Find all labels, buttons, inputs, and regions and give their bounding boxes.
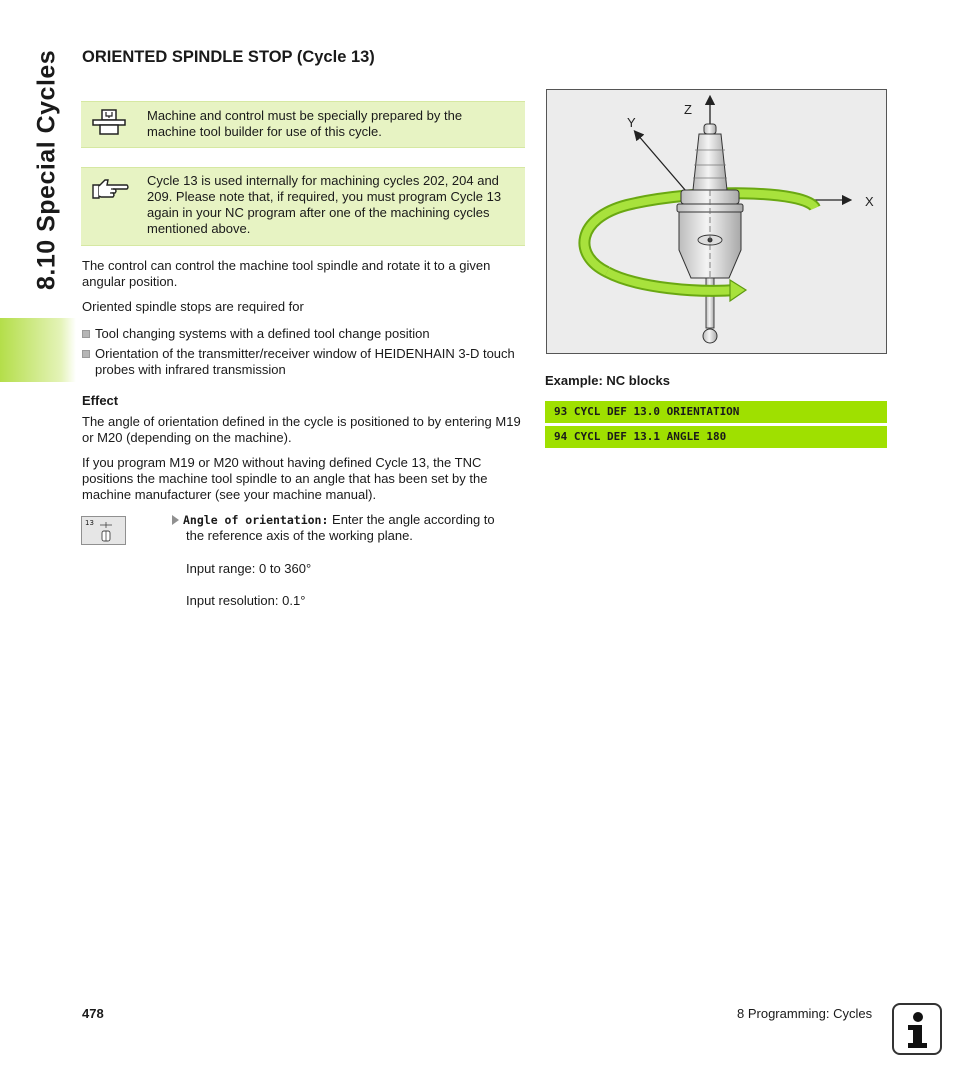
list-item: Tool changing systems with a defined tool change position: [82, 326, 530, 342]
triangle-right-icon: [172, 515, 179, 525]
effect-paragraph-1: The angle of orientation defined in the cycle is positioned to by entering M19 or M20 (depending on the machine).: [82, 414, 521, 445]
oriented-spindle-drawing: [547, 90, 886, 353]
sidebar-tab-marker: [0, 318, 76, 382]
parameter-input-resolution: Input resolution: 0.1°: [186, 593, 306, 608]
footer-chapter-title: 8 Programming: Cycles: [737, 1006, 873, 1021]
machine-icon: [91, 108, 127, 143]
list-item: Orientation of the transmitter/receiver window of HEIDENHAIN 3-D touch probes with infrared transmission: [82, 346, 530, 378]
parameter-input-range: Input range: 0 to 360°: [186, 561, 312, 576]
bullet-square-icon: [82, 350, 90, 358]
cycle-13-softkey[interactable]: [81, 516, 126, 545]
bullet-square-icon: [82, 330, 90, 338]
parameter-angle-of-orientation: [172, 512, 532, 528]
spindle-illustration: [546, 89, 887, 354]
spindle-orientation-icon: [94, 520, 118, 542]
note-text: Machine and control must be specially prepared by the machine tool builder for use of this cycle.: [147, 108, 463, 139]
parameter-description-continued: the reference axis of the working plane.: [186, 528, 413, 543]
intro-paragraph: The control can control the machine tool spindle and rotate it to a given angular position.: [82, 258, 491, 289]
page-title: ORIENTED SPINDLE STOP (Cycle 13): [82, 48, 375, 66]
softkey-number: 13: [85, 519, 94, 527]
sidebar-chapter-title: 8.10 Special Cycles: [32, 49, 61, 291]
info-icon: [892, 1003, 942, 1055]
page-number: 478: [82, 1006, 104, 1021]
nc-block-line: 93 CYCL DEF 13.0 ORIENTATION: [545, 401, 887, 423]
hint-note: [81, 167, 525, 246]
effect-paragraph-2: If you program M19 or M20 without having defined Cycle 13, the TNC positions the machine tool spindle to an angle that has been set by the machine manufacturer (see your machine manual).: [82, 455, 488, 502]
axis-y-label: Y: [627, 115, 636, 130]
axis-x-label: X: [865, 194, 874, 209]
example-label: Example: NC blocks: [545, 373, 670, 388]
pointing-hand-icon: [91, 176, 131, 207]
machine-note: [81, 101, 525, 148]
nc-block-line: 94 CYCL DEF 13.1 ANGLE 180: [545, 426, 887, 448]
parameter-description: Enter the angle according to: [328, 512, 495, 527]
axis-z-label: Z: [684, 102, 692, 117]
required-for-paragraph: Oriented spindle stops are required for: [82, 299, 304, 314]
parameter-name: Angle of orientation:: [183, 513, 329, 527]
note-text: Cycle 13 is used internally for machining cycles 202, 204 and 209. Please note that, if required, you must program Cycle 13 again in your NC program after one of the machining cycles mentioned above.: [147, 173, 502, 236]
effect-heading: Effect: [82, 393, 119, 408]
